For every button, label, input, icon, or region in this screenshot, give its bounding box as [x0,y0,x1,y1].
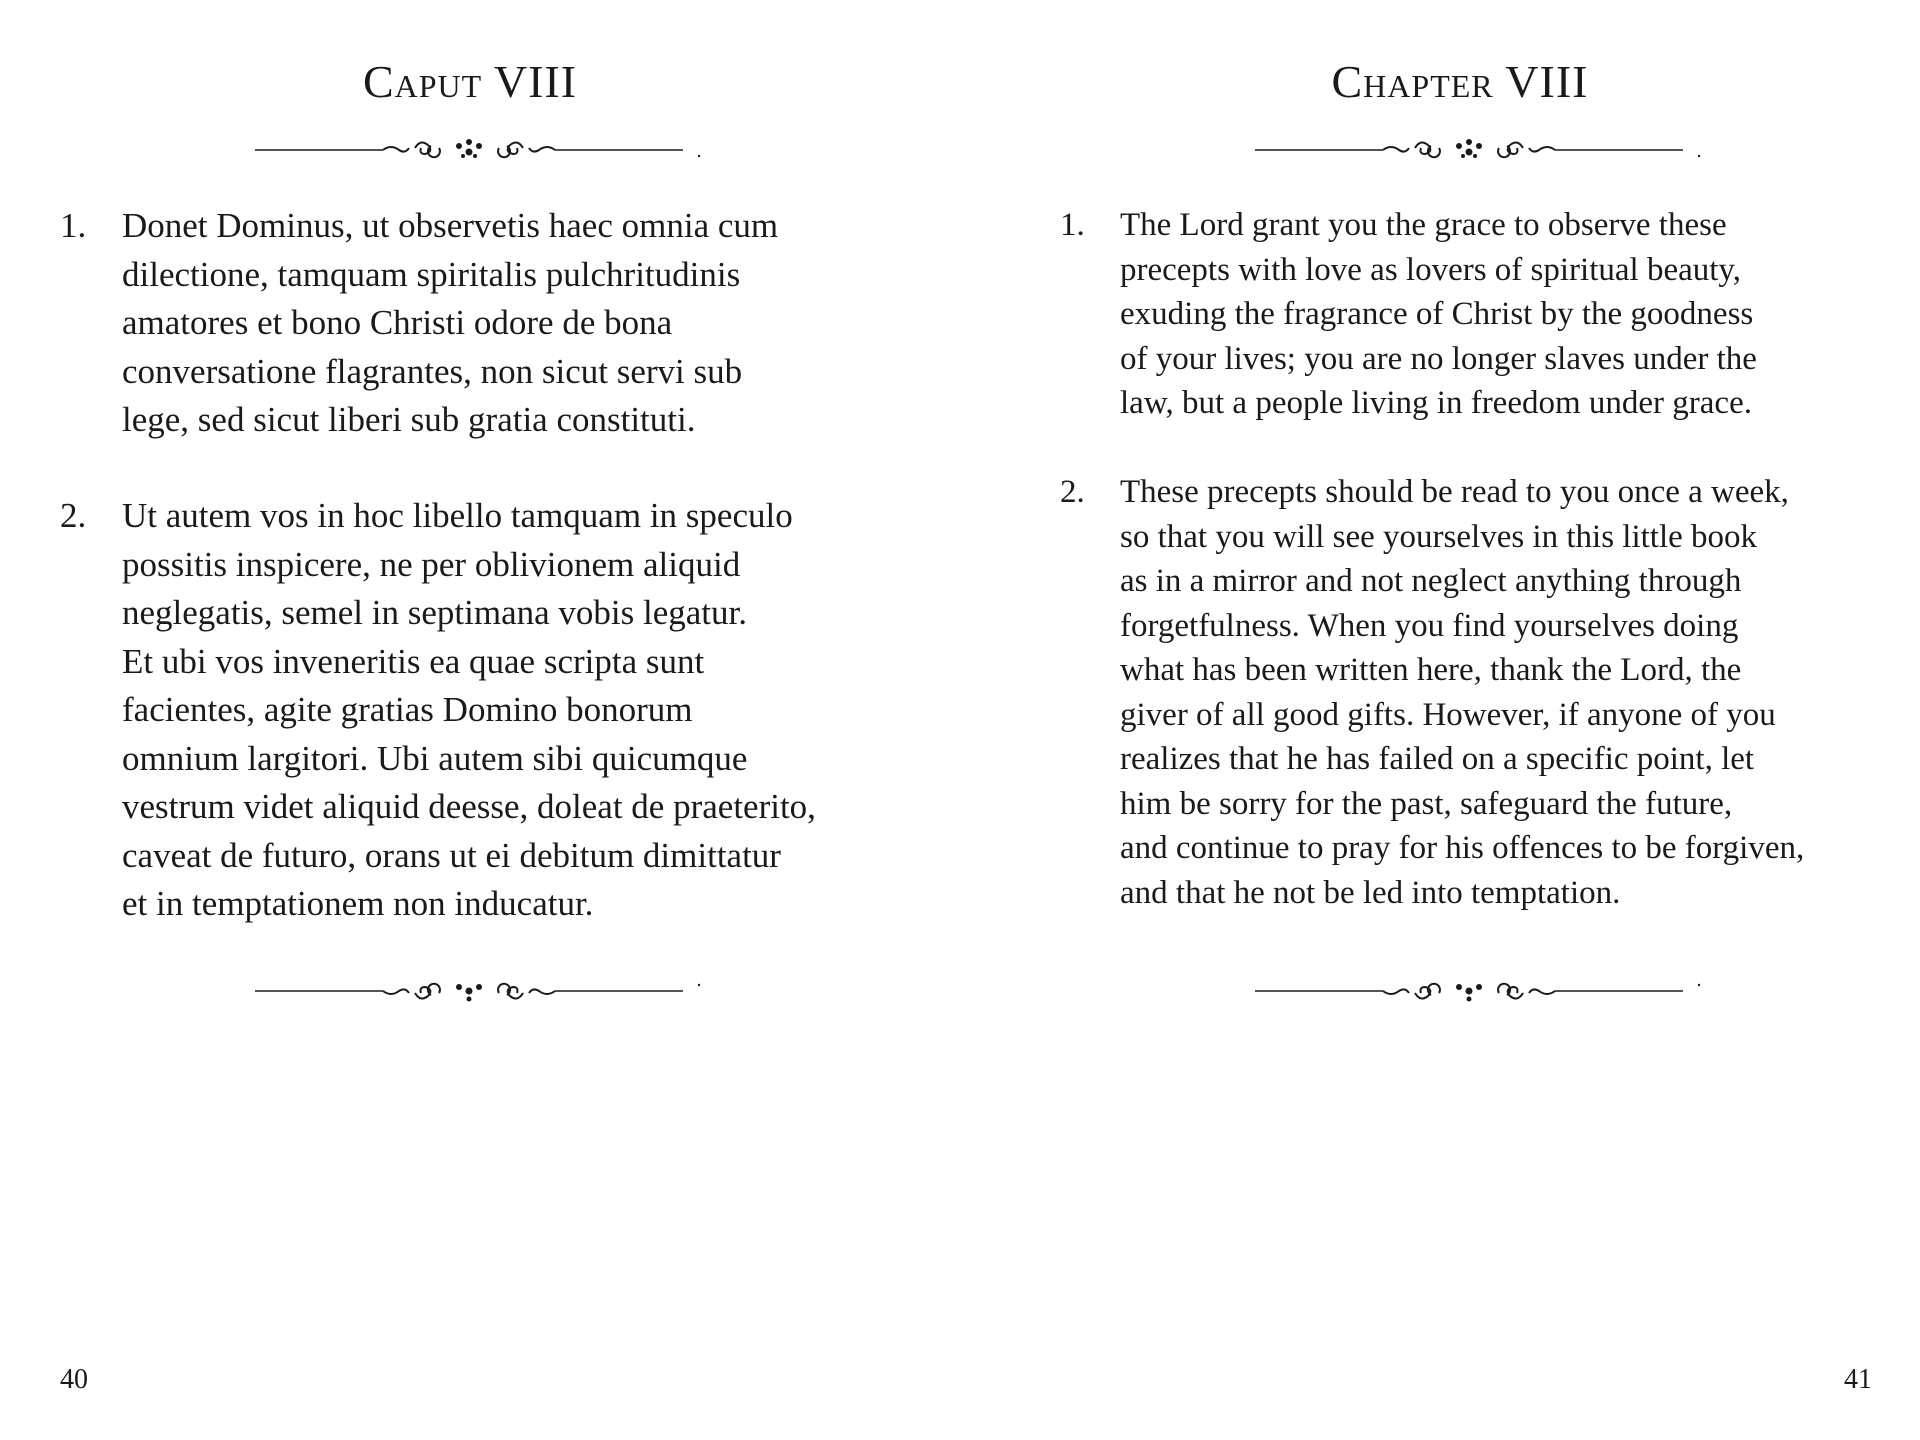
paragraph-text: The Lord grant you the grace to observe these precepts with love as lovers of spiritual beauty, exuding the fragrance of Christ by the goodness of your lives; you are no longer slaves under the law, but a people living in freedom under grace. [1120,207,1757,421]
paragraph-number: 1. [1060,207,1085,243]
paragraph-text: Donet Dominus, ut observetis haec omnia cum dilectione, tamquam spiritalis pulchritudinis amatores et bono Christi odore de bona conversatione flagrantes, non sicut servi sub lege, sed sicut liberi sub gratia constituti. [122,206,779,439]
paragraph-text: These precepts should be read to you once a week, so that you will see yourselves in this little book as in a mirror and not neglect anything through forgetfulness. When you find yourselves doing what has been written here, thank the Lord, the giver of all good gifts. However, if anyone of you realizes that he has failed on a specific point, let him be sorry for the past, safeguard the future, and continue to pray for his offences to be forgiven, and that he not be led into temptation. [1120,474,1805,911]
paragraph-1-english [1060,203,1880,426]
flourish-divider-icon [255,975,715,1005]
flourish-divider-icon [1255,132,1715,162]
page-number-left: 40 [60,1364,88,1395]
paragraph-number: 1. [60,206,87,245]
chapter-title-latin: Caput VIII [362,56,578,107]
paragraph-text: Ut autem vos in hoc libello tamquam in speculo possitis inspicere, ne per oblivionem aliquid neglegatis, semel in septimana vobis legatur. Et ubi vos inveneritis ea quae scripta sunt facientes, agite gratias Domino bonorum omnium largitori. Ubi autem sibi quicumque vestrum videt aliquid deesse, doleat de praeterito, caveat de futuro, orans ut ei debitum dimittatur et in temptationem non inducatur. [122,496,816,923]
right-page [960,0,1920,1440]
paragraph-number: 2. [60,496,87,535]
chapter-title-english: Chapter VIII [1331,56,1589,107]
paragraph-number: 2. [1060,474,1085,510]
paragraph-2-english [1060,470,1880,915]
flourish-divider-icon [1255,975,1715,1005]
page-number-right: 41 [1844,1364,1872,1395]
flourish-divider-icon [255,132,715,162]
paragraph-1-latin [60,202,850,445]
paragraph-2-latin [60,492,850,929]
